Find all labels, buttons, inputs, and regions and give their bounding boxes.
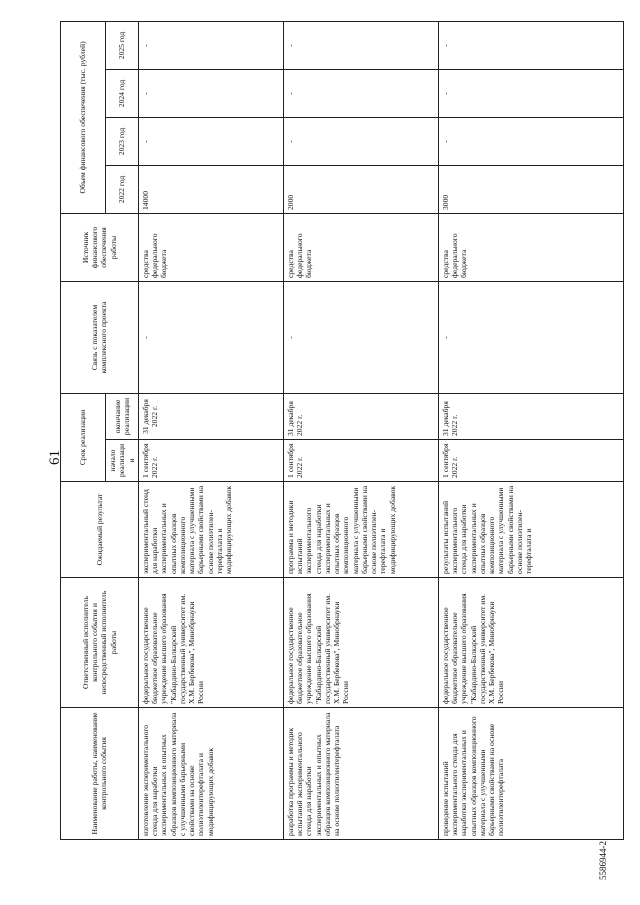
cell-2025: - <box>283 21 438 69</box>
header-link: Связь с показателем комплексного проекта <box>61 281 139 393</box>
header-start: начало реализации <box>106 440 139 482</box>
cell-link: - <box>138 281 283 393</box>
document-sheet <box>30 20 610 880</box>
cell-2023: - <box>438 117 623 165</box>
header-funding: Объем финансового обеспечения (тыс. рублей) <box>61 21 106 213</box>
cell-2025: - <box>138 21 283 69</box>
document-code: 5586944-2 <box>598 841 608 880</box>
cell-source: средства федерального бюджета <box>138 213 283 281</box>
cell-2024: - <box>283 69 438 117</box>
cell-source: средства федерального бюджета <box>283 213 438 281</box>
header-year-2023: 2023 год <box>106 117 139 165</box>
cell-2025: - <box>438 21 623 69</box>
header-end: окончание реализации <box>106 393 139 439</box>
cell-result: программа и методики испытаний экспериментального стенда для наработки экспериментальных и опытных образцов композиционного материала с улучшенными барьерными свойствами на основе полиэтилен-терефталата и модифицирующих добавок <box>283 482 438 578</box>
cell-link: - <box>438 281 623 393</box>
cell-2024: - <box>438 69 623 117</box>
cell-executor: федеральное государственное бюджетное образовательное учреждение высшего образования "Кабардино-Балкарский государственный университет им. Х.М. Бербекова", Минобрнауки России <box>283 578 438 708</box>
header-executor: Ответственный исполнитель контрольного события и непосредственный исполнитель работы <box>61 578 139 708</box>
work-plan-table <box>60 21 624 840</box>
header-year-2024: 2024 год <box>106 69 139 117</box>
cell-start: 1 сентября 2022 г. <box>138 440 283 482</box>
cell-2022: 2000 <box>283 165 438 213</box>
page-number: 61 <box>47 450 63 465</box>
cell-end: 31 декабря 2022 г. <box>138 393 283 439</box>
cell-end: 31 декабря 2022 г. <box>283 393 438 439</box>
cell-end: 31 декабря 2022 г. <box>438 393 623 439</box>
cell-2023: - <box>283 117 438 165</box>
cell-2024: - <box>138 69 283 117</box>
table-row <box>138 21 283 839</box>
cell-2022: 14000 <box>138 165 283 213</box>
cell-executor: федеральное государственное бюджетное образовательное учреждение высшего образования "Кабардино-Балкарский государственный университет им. Х.М. Бербекова", Минобрнауки России <box>438 578 623 708</box>
cell-start: 1 сентября 2022 г. <box>438 440 623 482</box>
header-year-2022: 2022 год <box>106 165 139 213</box>
cell-2022: 3000 <box>438 165 623 213</box>
header-work: Наименование работы, наименование контрольного события <box>61 708 139 840</box>
cell-source: средства федерального бюджета <box>438 213 623 281</box>
table-row <box>283 21 438 839</box>
header-source: Источник финансового обеспечения работы <box>61 213 139 281</box>
table-row <box>438 21 623 839</box>
cell-executor: федеральное государственное бюджетное образовательное учреждение высшего образования "Кабардино-Балкарский государственный университет им. Х.М. Бербекова", Минобрнауки России <box>138 578 283 708</box>
cell-result: результаты испытаний экспериментального стенда для наработки экспериментальных и опытных образцов композиционного материала с улучшенными барьерными свойствами на основе полиэтилен-терефталата и <box>438 482 623 578</box>
cell-work: изготовление экспериментального стенда для наработки экспериментальных и опытных образцов композиционного материала с улучшенными барьерными свойствами на основе полиэтилентерефталата и модифицирующих добавок <box>138 708 283 840</box>
cell-work: разработка программы и методик испытаний экспериментального стенда для наработки экспериментальных и опытных образцов композиционного материала на основе полиэтилентерефталата <box>283 708 438 840</box>
cell-link: - <box>283 281 438 393</box>
cell-result: экспериментальный стенд для наработки экспериментальных и опытных образцов композиционного материала с улучшенными барьерными свойствами на основе полиэтилен-терефталата и модифицирующих добавок <box>138 482 283 578</box>
cell-work: проведение испытаний экспериментального стенда для наработки экспериментальных и опытных образцов композиционного материала с улучшенными барьерными свойствами на основе полиэтилентерефталата <box>438 708 623 840</box>
cell-start: 1 сентября 2022 г. <box>283 440 438 482</box>
cell-2023: - <box>138 117 283 165</box>
header-result: Ожидаемый результат <box>61 482 139 578</box>
header-year-2025: 2025 год <box>106 21 139 69</box>
header-period: Срок реализации <box>61 393 106 481</box>
